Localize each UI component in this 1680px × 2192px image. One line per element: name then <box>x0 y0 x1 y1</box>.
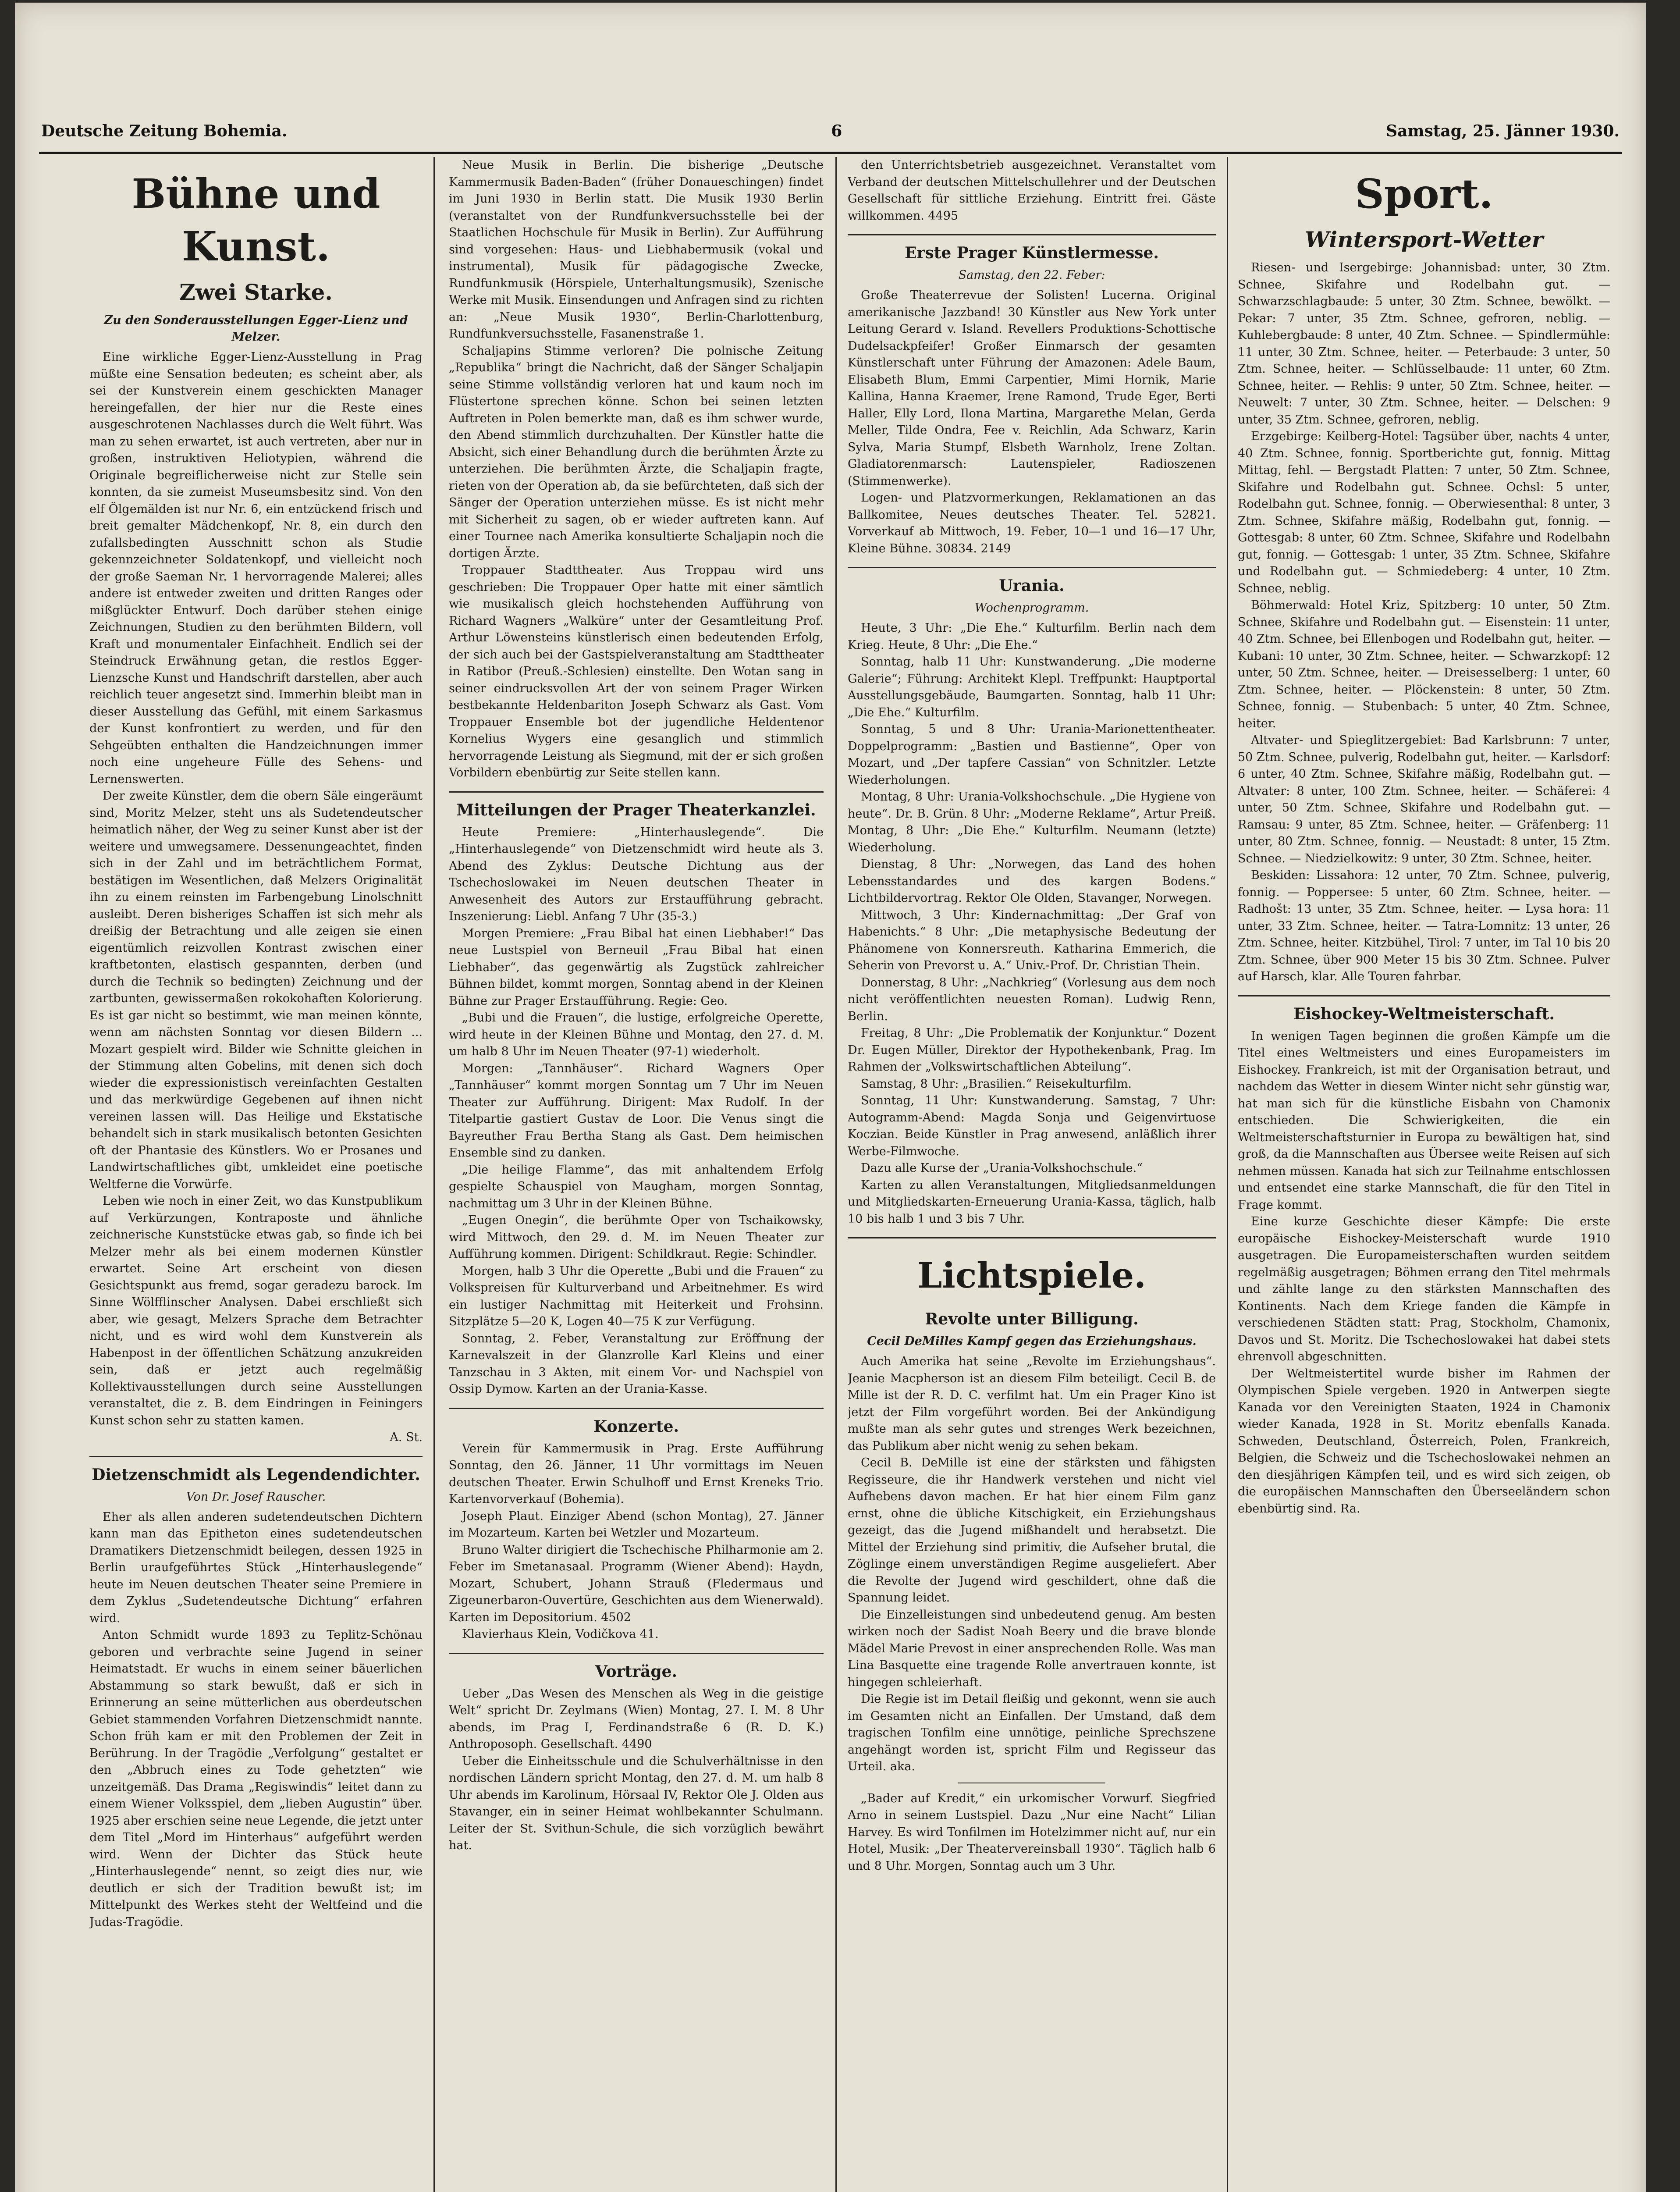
paragraph: Auch Amerika hat seine „Revolte im Erziehungshaus“. Jeanie Macpherson ist an diesem Film beteiligt. Cecil B. de Mille ist der R. D. C. verfilmt hat. Um ein Prager Kino ist jetzt der Film vorgeführt worden. Bei der Ankündigung mußte man als sehr gutes und strenges Werk bezeichnen, das Publikum aber nicht wenig zu sehen bekam. <box>848 1355 1216 1453</box>
section-title-buehne-und-kunst: Bühne und Kunst. <box>131 170 380 270</box>
paragraph: „Bader auf Kredit,“ ein urkomischer Vorwurf. Siegfried Arno in seinem Lustspiel. Dazu „Nur eine Nacht“ Lilian Harvey. Es wird Tonfilmen im Hotelzimmer nicht auf, nur ein Hotel, Musik: „Der Theatervereinsball 1930“. Täglich halb 6 und 8 Uhr. Morgen, Sonntag auch um 3 Uhr. <box>848 1791 1216 1873</box>
paragraph: Beskiden: Lissahora: 12 unter, 70 Ztm. Schnee, pulverig, fonnig. — Poppersee: 5 unter, 60 Ztm. Schnee, heiter. — Radhošt: 13 unter, 35 Ztm. Schnee, heiter. — Lysa hora: 11 unter, 33 Ztm. Schnee, heiter. — Tatra-Lomnitz: 13 unter, 26 Ztm. Schnee, heiter. Kitzbühel, Tirol: 7 unter, im Tal 10 bis 20 Ztm. Schnee, über 900 Meter 15 bis 30 Ztm. Schnee. Pulver auf Harsch, klar. Alle Touren fahrbar. <box>1238 868 1610 983</box>
paragraph: Mittwoch, 3 Uhr: Kindernachmittag: „Der Graf von Habenichts.“ 8 Uhr: „Die metaphysische Bedeutung der Phänomene von Konnersreuth. Katharina Emmerich, die Seherin von Prevorst u. A.“ Univ.-Prof. Dr. Christian Thein. <box>848 908 1216 972</box>
paragraph: Freitag, 8 Uhr: „Die Problematik der Konjunktur.“ Dozent Dr. Eugen Müller, Direktor der Hypothekenbank, Prag. Im Rahmen der „Volkswirtschaftlichen Abteilung“. <box>848 1026 1216 1074</box>
paragraph: Dazu alle Kurse der „Urania-Volkshochschule.“ <box>861 1161 1143 1175</box>
paragraph: Samstag, 8 Uhr: „Brasilien.“ Reisekulturfilm. <box>861 1077 1132 1091</box>
paragraph: Altvater- und Spieglitzergebiet: Bad Karlsbrunn: 7 unter, 50 Ztm. Schnee, pulverig, Rodelbahn gut, heiter. — Karlsdorf: 6 unter, 40 Ztm. Schnee, Skifahre mäßig, Rodelbahn gut. — Altvater: 8 unter, 100 Ztm. Schnee, heiter. — Schäferei: 4 unter, 50 Ztm. Schnee, Skifahre und Rodelbahn gut. — Ramsau: 9 unter, 85 Ztm. Schnee, heiter. — Gräfenberg: 11 unter, 80 Ztm. Schnee, fonnig. — Neustadt: 8 unter, 15 Ztm. Schnee. — Niedzielkowitz: 9 unter, 30 Ztm. Schnee, heiter. <box>1238 733 1610 865</box>
page-number: 6 <box>831 122 842 140</box>
issue-date: Samstag, 25. Jänner 1930. <box>1386 122 1620 140</box>
section-heading: Mitteilungen der Prager Theaterkanzlei. <box>456 801 816 819</box>
section-heading: Urania. <box>999 576 1065 595</box>
divider <box>449 1408 824 1409</box>
article-subtitle: Cecil DeMilles Kampf gegen das Erziehungshaus. <box>867 1334 1197 1348</box>
paragraph: Böhmerwald: Hotel Kriz, Spitzberg: 10 unter, 50 Ztm. Schnee, Skifahre und Rodelbahn gut. — Eisenstein: 11 unter, 40 Ztm. Schnee, bei Ellenbogen und Rodelbahn gut, heiter. — Kubani: 10 unter, 30 Ztm. Schnee, heiter. — Schwarzkopf: 12 unter, 50 Ztm. Schnee, heiter. — Dreisesselberg: 1 unter, 60 Ztm. Schnee, heiter. — Plöckenstein: 8 unter, 50 Ztm. Schnee, fonnig. — Stubenbach: 5 unter, 40 Ztm. Schnee, heiter. <box>1238 598 1610 730</box>
running-head <box>41 120 1620 142</box>
paragraph: Sonntag, halb 11 Uhr: Kunstwanderung. „Die moderne Galerie“; Führung: Architekt Klepl. Treffpunkt: Hauptportal Ausstellungsgebäude, Baumgarten. Sonntag, halb 11 Uhr: „Die Ehe.“ Kulturfilm. <box>848 655 1216 719</box>
paragraph: Karten zu allen Veranstaltungen, Mitgliedsanmeldungen und Mitgliedskarten-Erneuerung Urania-Kassa, täglich, halb 10 bis halb 1 und 3 bis 7 Uhr. <box>848 1178 1216 1226</box>
column-divider <box>1227 157 1228 2192</box>
subheading: Samstag, den 22. Feber: <box>958 268 1105 282</box>
paragraph: „Die heilige Flamme“, das mit anhaltendem Erfolg gespielte Schauspiel von Maugham, morgen Sonntag, nachmittag um 3 Uhr in der Kleinen Bühne. <box>449 1163 824 1210</box>
section-heading: Konzerte. <box>593 1417 679 1436</box>
paragraph: Der zweite Künstler, dem die obern Säle eingeräumt sind, Moritz Melzer, steht uns als Sudetendeutscher heimatlich näher, der Weg zu seiner Kunst aber ist der weitere und umwegsamere. Dessenungeachtet, finden sich in der Zahl und im beträchtlichem Format, bestätigen im Wesentlichen, daß Melzers Originalität ihn zu einem reinsten im Farbengebung Linolschnitt ausleibt. Deren bisheriges Schaffen ist sich mehr als dreißig der Betrachtung und alle zeigen sie einen eigentümlich reizvollen Kontrast zwischen einer kraftbetonten, elastisch gespannten, derben (und durch die Technik so bedingten) Zeichnung und der zartbunten, gewissermaßen rokokohaften Kolorierung. Es ist gar nicht so bestimmt, wie man meinen könnte, wenn am nächsten Sonntag vor diesen Bildern ... Mozart gespielt wird. Bilder wie Schnitte gleichen in der Stimmung alten Gobelins, mit denen sich doch wieder die expressionistisch vereinfachten Gestalten und das merkwürdige Gegebenen auf ihnen nicht vereinen lassen will. Das Heilige und Ekstatische behandelt sich in stark musikalisch betonten Gesichten oft der Phantasie des Künstlers. Wo er Prosanes und Landwirtschaftliches gibt, umkleidet eine poetische Weltferne die Vorwürfe. <box>89 789 423 1191</box>
paragraph: Die Regie ist im Detail fleißig und gekonnt, wenn sie auch im Gesamten nicht an Einfallen. Der Umstand, daß dem tragischen Tonfilm eine unnötige, peinliche Sprechszene angehängt worden ist, spricht Film und Regisseur das Urteil. aka. <box>848 1692 1216 1773</box>
paragraph: Erzgebirge: Keilberg-Hotel: Tagsüber über, nachts 4 unter, 40 Ztm. Schnee, fonnig. Sportberichte gut, fonnig. Mittag Mittag, fehl. — Bergstadt Platten: 7 unter, 50 Ztm. Schnee, Skifahre und Rodelbahn gut. Schnee. Ochsl: 5 unter, Rodelbahn gut. Schnee, fonnig. — Oberwiesenthal: 8 unter, 3 Ztm. Schnee, Skifahre mäßig, Rodelbahn gut, fonnig. — Gottesgab: 8 unter, 60 Ztm. Schnee, Skifahre und Rodelbahn gut, fonnig. — Gottesgab: 1 unter, 35 Ztm. Schnee, Skifahre und Rodelbahn gut. — Schmiedeberg: 4 unter, 10 Ztm. Schnee, neblig. <box>1238 430 1610 595</box>
article-subtitle: Zu den Sonderausstellungen Egger-Lienz und Melzer. <box>104 313 408 344</box>
section-title-lichtspiele: Lichtspiele. <box>917 1255 1146 1296</box>
byline: Von Dr. Josef Rauscher. <box>186 1490 326 1504</box>
paragraph: Eine kurze Geschichte dieser Kämpfe: Die erste europäische Eishockey-Meisterschaft wurde 1910 ausgetragen. Die Europameisterschaften wurden seitdem regelmäßig ausgetragen; Böhmen errang den Titel mehrmals und zählte lange zu den stärksten Mannschaften des Kontinents. Nach dem Kriege fanden die Kämpfe in verschiedenen Städten statt: Prag, Stockholm, Chamonix, Davos und St. Moritz. Die Tschechoslowakei hat dabei stets ehrenvoll abgeschnitten. <box>1238 1215 1610 1363</box>
paragraph: Donnerstag, 8 Uhr: „Nachkrieg“ (Vorlesung aus dem noch nicht veröffentlichten neuesten Roman). Ludwig Renn, Berlin. <box>848 975 1216 1023</box>
paragraph: Heute, 3 Uhr: „Die Ehe.“ Kulturfilm. Berlin nach dem Krieg. Heute, 8 Uhr: „Die Ehe.“ <box>848 621 1216 652</box>
column-2 <box>449 157 824 2192</box>
paragraph: Klavierhaus Klein, Vodičkova 41. <box>462 1627 659 1641</box>
paragraph: Sonntag, 11 Uhr: Kunstwanderung. Samstag, 7 Uhr: Autogramm-Abend: Magda Sonja und Geigenvirtuose Koczian. Beide Künstler in Prag anwesend, anläßlich ihrer Werbe-Filmwoche. <box>848 1094 1216 1158</box>
section-title-sport: Sport. <box>1355 170 1493 217</box>
paragraph: Morgen Premiere: „Frau Bibal hat einen Liebhaber!“ Das neue Lustspiel von Berneuil „Frau Bibal hat einen Liebhaber“, das gegenwärtig als Zugstück zahlreicher Bühnen bildet, kommt morgen, Sonntag abend in der Kleinen Bühne zur Prager Erstaufführung. Regie: Geo. <box>449 926 824 1008</box>
paragraph: Sonntag, 2. Feber, Veranstaltung zur Eröffnung der Karnevalszeit in der Glanzrolle Karl Kleins und einer Tanzschau in 3 Akten, mit einem Vor- und Nachspiel von Ossip Dymow. Karten an der Urania-Kasse. <box>449 1331 824 1396</box>
paragraph: Morgen: „Tannhäuser“. Richard Wagners Oper „Tannhäuser“ kommt morgen Sonntag um 7 Uhr im Neuen Theater zur Aufführung. Dirigent: Max Rudolf. In der Titelpartie gastiert Gustav de Loor. Die Venus singt die Bayreuther Frau Bertha Stang als Gast. Dem heimischen Ensemble sind zu danken. <box>449 1061 824 1160</box>
divider <box>848 567 1216 568</box>
subheading: Wochenprogramm. <box>974 601 1089 615</box>
article-title: Dietzenschmidt als Legendendichter. <box>92 1465 420 1484</box>
paragraph: Ueber „Das Wesen des Menschen als Weg in die geistige Welt“ spricht Dr. Zeylmans (Wien) Montag, 27. I. M. 8 Uhr abends, im Prag I, Ferdinandstraße 6 (R. D. K.) Anthroposoph. Gesellschaft. 4490 <box>449 1687 824 1751</box>
section-heading: Erste Prager Künstlermesse. <box>905 244 1159 262</box>
column-1 <box>89 157 423 2192</box>
divider <box>1238 995 1610 996</box>
paragraph: Leben wie noch in einer Zeit, wo das Kunstpublikum auf Verkürzungen, Kontraposte und ähnliche zeichnerische Kunststücke etwas gab, so finde ich bei Melzer mehr als bei einem modernen Künstler erwartet. Seine Art erscheint von diesen Gesichtspunkt aus fremd, sogar geradezu barock. Im Sinne Wölfflinscher Analysen. Dabei erschließt sich aber, wie gesagt, Melzers Sprache dem Betrachter nicht, und es wird wohl dem Kunstverein als Habenpost in der öffentlichen Schätzung anzukreiden sein, daß er jetzt auch regelmäßig Kollektivausstellungen durch seine Ausstellungen veranstaltet, die z. B. dem Eindringen in Feiningers Kunst schon sehr zu statten kamen. <box>89 1194 423 1427</box>
paragraph: Sonntag, 5 und 8 Uhr: Urania-Marionettentheater. Doppelprogramm: „Bastien und Bastienne“, Oper von Mozart, und „Der tapfere Cassian“ von Schnitzler. Letzte Wiederholungen. <box>848 722 1216 787</box>
column-divider <box>433 157 435 2192</box>
paragraph: Riesen- und Isergebirge: Johannisbad: unter, 30 Ztm. Schnee, Skifahre und Rodelbahn gut. — Schwarzschlagbaude: 5 unter, 30 Ztm. Schnee, bewölkt. — Pekar: 7 unter, 35 Ztm. Schnee, gefroren, neblig. — Kuhlebergbaude: 8 unter, 40 Ztm. Schnee. — Spindlermühle: 11 unter, 30 Ztm. Schnee, heiter. — Peterbaude: 3 unter, 50 Ztm. Schnee, heiter. — Schlüsselbaude: 11 unter, 60 Ztm. Schnee, heiter. — Rehlis: 9 unter, 50 Ztm. Schnee, heiter. — Neuwelt: 7 unter, 30 Ztm. Schnee, heiter. — Delschen: 9 unter, 35 Ztm. Schnee, gefroren, neblig. <box>1238 261 1610 427</box>
section-heading-wintersport-wetter: Wintersport-Wetter <box>1304 227 1544 253</box>
newspaper-page <box>15 3 1646 2192</box>
paragraph: Montag, 8 Uhr: Urania-Volkshochschule. „Die Hygiene von heute“. Dr. B. Grün. 8 Uhr: „Moderne Reklame“, Artur Preiß. Montag, 8 Uhr: „Die Ehe.“ Kulturfilm. Neumann (letzte) Wiederholung. <box>848 790 1216 854</box>
paragraph: Bruno Walter dirigiert die Tschechische Philharmonie am 2. Feber im Smetanasaal. Programm (Wiener Abend): Haydn, Mozart, Schubert, Johann Strauß (Fledermaus und Zigeunerbaron-Ouvertüre, Geschichten aus dem Wienerwald). Karten im Depositorium. 4502 <box>449 1543 824 1624</box>
paragraph: Neue Musik in Berlin. Die bisherige „Deutsche Kammermusik Baden-Baden“ (früher Donaueschingen) findet im Juni 1930 in Berlin statt. Die Musik 1930 Berlin (veranstaltet von der Rundfunkversuchsstelle bei der Staatlichen Hochschule für Musik in Berlin). Zur Aufführung sind vorgesehen: Haus- und Liebhabermusik (vokal und instrumental), Musik für pädagogische Zwecke, Rundfunkmusik (Hörspiele, Unterhaltungsmusik), Szenische Werke mit Musik. Einsendungen und Anfragen sind zu richten an: „Neue Musik 1930“, Berlin-Charlottenburg, Rundfunkversuchsstelle, Fasanenstraße 1. <box>449 158 824 341</box>
paragraph: Schaljapins Stimme verloren? Die polnische Zeitung „Republika“ bringt die Nachricht, daß der Sänger Schaljapin seine Stimme vollständig verloren hat und kaum noch im Flüstertone sprechen könne. Schon bei seinen letzten Auftreten in Polen bemerkte man, daß es ihm schwer wurde, den Abend stimmlich durchzuhalten. Der Künstler hatte die Absicht, sich einer Behandlung durch die berühmten Ärzte zu unterziehen. Die berühmten Ärzte, die Schaljapin fragte, rieten von der Operation ab, da sie befürchteten, daß sich der Sänger der Operation unterziehen müsse. Es ist nicht mehr mit Sicherheit zu sagen, ob er wieder auftreten kann. Auf einer Tournee nach Amerika konsultierte Schaljapin noch die dortigen Ärzte. <box>449 344 824 560</box>
divider <box>848 234 1216 235</box>
column-divider <box>835 157 837 2192</box>
paragraph: Eher als allen anderen sudetendeutschen Dichtern kann man das Epitheton eines sudetendeutschen Dramatikers Dietzenschmidt beilegen, dessen 1925 in Berlin uraufgeführtes Stück „Hinterhauslegende“ heute im Neuen deutschen Theater seine Premiere in dem Zyklus „Sudetendeutsche Dichtung“ erfahren wird. <box>89 1510 423 1625</box>
paragraph: Die Einzelleistungen sind unbedeutend genug. Am besten wirken noch der Sadist Noah Beery und die brave blonde Mädel Marie Prevost in einer ansprechenden Rolle. Was man Lina Basquette eine tragende Rolle anvertrauen konnte, ist hingegen schleierhaft. <box>848 1608 1216 1689</box>
header-rule <box>39 152 1622 154</box>
article-title: Revolte unter Billigung. <box>925 1310 1139 1328</box>
divider <box>449 791 824 793</box>
paragraph: Eine wirkliche Egger-Lienz-Ausstellung in Prag müßte eine Sensation bedeuten; es scheint aber, als sei der Kunstverein einem geschickten Manager hereingefallen, der hier nur die Reste eines ausgeschrotenen Nachlasses durch die Welt führt. Was man zu sehen erwartet, ist auch vertreten, aber nur in großen, instruktiven Heliotypien, während die Originale begreiflicherweise nicht zur Stelle sein konnten, da sie zumeist Museumsbesitz sind. Von den elf Ölgemälden ist nur Nr. 6, ein entzückend frisch und breit gemalter Mädchenkopf, Nr. 8, ein durch den zufallsbedingten Ausschnitt schon als Studie gekennzeichneter Soldatenkopf, und vielleicht noch der große Saeman Nr. 1 hervorragende Malerei; alles andere ist entweder zweiten und dritten Ranges oder mißglückter Entwurf. Doch darüber stehen einige Zeichnungen, Studien zu den berühmten Bildern, voll Kraft und monumentaler Einfachheit. Endlich sei der Steindruck Erwähnung getan, die restlos Egger-Lienzsche Kunst und Handschrift darstellen, aber auch reichlich teuer angesetzt sind. Immerhin bleibt man in dieser Ausstellung das Gefühl, mit einem Sarkasmus der Kunst konfrontiert zu werden, und für den Sehgeübten enthalten die Handzeichnungen immer noch eine ungeheure Fülle des Sehens- und Lernenswerten. <box>89 350 423 786</box>
column-4 <box>1238 157 1610 2192</box>
paragraph: „Bubi und die Frauen“, die lustige, erfolgreiche Operette, wird heute in der Kleinen Bühne und Montag, den 27. d. M. um halb 8 Uhr im Neuen Theater (97-1) wiederholt. <box>449 1011 824 1058</box>
paragraph: Troppauer Stadttheater. Aus Troppau wird uns geschrieben: Die Troppauer Oper hatte mit einer sämtlich wie musikalisch gleich hochstehenden Aufführung von Richard Wagners „Walküre“ unter der Gesamtleitung Prof. Arthur Löwensteins künstlerisch einen bedeutenden Erfolg, der sich auch bei der Gastspielveranstaltung am Stadttheater in Ratibor (Preuß.-Schlesien) einstellte. Den Wotan sang in seiner eindrucksvollen Art der von seinem Prager Wirken bestbekannte Heldenbariton Joseph Schwarz als Gast. Vom Troppauer Ensemble bot der jugendliche Heldentenor Kornelius Wygers eine gesanglich und stimmlich hervorragende Leistung als Siegmund, mit der er sich großen Vorbildern ebenbürtig zur Seite stellen kann. <box>449 563 824 779</box>
divider <box>848 1237 1216 1238</box>
paragraph: Anton Schmidt wurde 1893 zu Teplitz-Schönau geboren und verbrachte seine Jugend in seiner Heimatstadt. Er wuchs in einem seiner bäuerlichen Abstammung so stark bewußt, daß er sich in Erinnerung an seine mütterlichen aus oberdeutschen Gebiet stammenden Vorfahren Dietzenschmidt nannte. Schon früh kam er mit den Problemen der Zeit in Berührung. In der Tragödie „Verfolgung“ gestaltet er den „Abbruch eines zu Tode gehetzten“ wie unzeitgemäß. Das Drama „Regiswindis“ leitet dann zu einem Wiener Volksspiel, dem „lieben Augustin“ über. 1925 aber erschien seine neue Legende, die jetzt unter dem Titel „Mord im Hinterhaus“ aufgeführt werden wird. Wenn der Dichter das Stück heute „Hinterhauslegende“ nennt, so zeigt dies nur, wie deutlich er sich der Tradition bewußt ist; im Mittelpunkt des Werkes steht der Weltfeind und die Judas-Tragödie. <box>89 1628 423 1929</box>
column-3 <box>848 157 1216 2192</box>
paragraph: Heute Premiere: „Hinterhauslegende“. Die „Hinterhauslegende“ von Dietzenschmidt wird heute als 3. Abend des Zyklus: Deutsche Dichtung aus der Tschechoslowakei im Neuen deutschen Theater in Anwesenheit des Autors zur Erstaufführung gebracht. Inszenierung: Liebl. Anfang 7 Uhr (35-3.) <box>449 825 824 923</box>
section-heading: Vorträge. <box>595 1662 678 1681</box>
paragraph: In wenigen Tagen beginnen die großen Kämpfe um die Titel eines Weltmeisters und eines Europameisters im Eishockey. Frankreich, ist mit der Organisation betraut, und nachdem das Wetter in diesem Winter nicht sehr günstig war, hat man sich für die künstliche Eisbahn von Chamonix entschieden. Die Schwierigkeiten, die ein Weltmeisterschaftsturnier in Europa zu bewältigen hat, sind groß, da die Mannschaften aus Übersee weite Reisen auf sich nehmen müssen. Kanada hat sich zur Teilnahme entschlossen und entsendet eine starke Mannschaft, die für den Titel in Frage kommt. <box>1238 1029 1610 1212</box>
paragraph: Morgen, halb 3 Uhr die Operette „Bubi und die Frauen“ zu Volkspreisen für Kulturverband und Arbeitnehmer. Es wird ein lustiger Nachmittag mit Heiterkeit und Frohsinn. Sitzplätze 5—20 K, Logen 40—75 K zur Verfügung. <box>449 1264 824 1328</box>
article-title: Eishockey-Weltmeisterschaft. <box>1293 1004 1555 1023</box>
paragraph: Dienstag, 8 Uhr: „Norwegen, das Land des hohen Lebensstandardes und des kargen Bodens.“ Lichtbildervortrag. Rektor Ole Olden, Stavanger, Norwegen. <box>848 858 1216 905</box>
paragraph: Joseph Plaut. Einziger Abend (schon Montag), 27. Jänner im Mozarteum. Karten bei Wetzler und Mozarteum. <box>449 1509 824 1540</box>
divider <box>89 1456 423 1457</box>
paragraph: Große Theaterrevue der Solisten! Lucerna. Original amerikanische Jazzband! 30 Künstler aus New York unter Leitung Gerard v. Island. Revellers Produktions-Schottische Dudelsackpfeifer! Großer Einmarsch der gesamten Künstlerschaft unter Führung der Amazonen: Adele Baum, Elisabeth Blum, Emmi Carpentier, Mimi Hornik, Marie Kallina, Hanna Kraemer, Irene Ramond, Trude Eger, Berti Haller, Elly Lord, Ilona Martina, Margarethe Melan, Gerda Meller, Tilde Ondra, Fee v. Reichlin, Ada Schwarz, Karin Sylva, Maria Stumpf, Elsbeth Warnholz, Irene Zoltan. Gladiatorenmarsch: Lautenspieler, Radioszenen (Stimmenwerke). <box>848 288 1216 488</box>
signature: A. St. <box>390 1430 423 1444</box>
paragraph: „Eugen Onegin“, die berühmte Oper von Tschaikowsky, wird Mittwoch, den 29. d. M. im Neuen Theater zur Aufführung kommen. Dirigent: Schildkraut. Regie: Schindler. <box>449 1213 824 1261</box>
paragraph: Cecil B. DeMille ist eine der stärksten und fähigsten Regisseure, die ihr Handwerk verstehen und nicht viel Aufhebens davon machen. Er hat hier einem Film ganz ernst, ohne die übliche Kitschigkeit, ein Erziehungshaus gezeigt, das die Jugend mißhandelt und herabsetzt. Die Mittel der Erziehung sind primitiv, die Aufseher brutal, die Zöglinge einem unverständigen Regime ausgeliefert. Aber die Revolte der Jugend wird geschildert, ohne daß die Spannung leidet. <box>848 1456 1216 1605</box>
divider <box>449 1653 824 1654</box>
paragraph: Logen- und Platzvormerkungen, Reklamationen an das Ballkomitee, Neues deutsches Theater. Tel. 52821. Vorverkauf ab Mittwoch, 19. Feber, 10—1 und 16—17 Uhr, Kleine Bühne. 30834. 2149 <box>848 491 1216 555</box>
masthead: Deutsche Zeitung Bohemia. <box>41 122 288 140</box>
paragraph: Der Weltmeistertitel wurde bisher im Rahmen der Olympischen Spiele vergeben. 1920 in Antwerpen siegte Kanada vor den Vereinigten Staaten, 1924 in Chamonix wieder Kanada, 1928 in St. Moritz ebenfalls Kanada. Schweden, Deutschland, Österreich, Polen, Frankreich, Belgien, die Schweiz und die Tschechoslowakei nehmen an den diesjährigen Kämpfen teil, und es wird sich zeigen, ob die europäischen Mannschaften den Überseeländern schon ebenbürtig sind. Ra. <box>1238 1366 1610 1516</box>
article-title: Zwei Starke. <box>179 279 333 305</box>
paragraph: den Unterrichtsbetrieb ausgezeichnet. Veranstaltet vom Verband der deutschen Mittelschullehrer und der Deutschen Gesellschaft für sittliche Erziehung. Eintritt frei. Gäste willkommen. 4495 <box>848 158 1216 223</box>
paragraph: Verein für Kammermusik in Prag. Erste Aufführung Sonntag, den 26. Jänner, 11 Uhr vormittags im Neuen deutschen Theater. Erwin Schulhoff und Ernst Kreneks Trio. Kartenvorverkauf (Bohemia). <box>449 1441 824 1506</box>
paragraph: Ueber die Einheitsschule und die Schulverhältnisse in den nordischen Ländern spricht Montag, den 27. d. M. um halb 8 Uhr abends im Karolinum, Hörsaal IV, Rektor Ole J. Olden aus Stavanger, ein in seiner Heimat wohlbekannter Schulmann. Leiter der St. Svithun-Schule, die sich vorzüglich bewährt hat. <box>449 1754 824 1852</box>
